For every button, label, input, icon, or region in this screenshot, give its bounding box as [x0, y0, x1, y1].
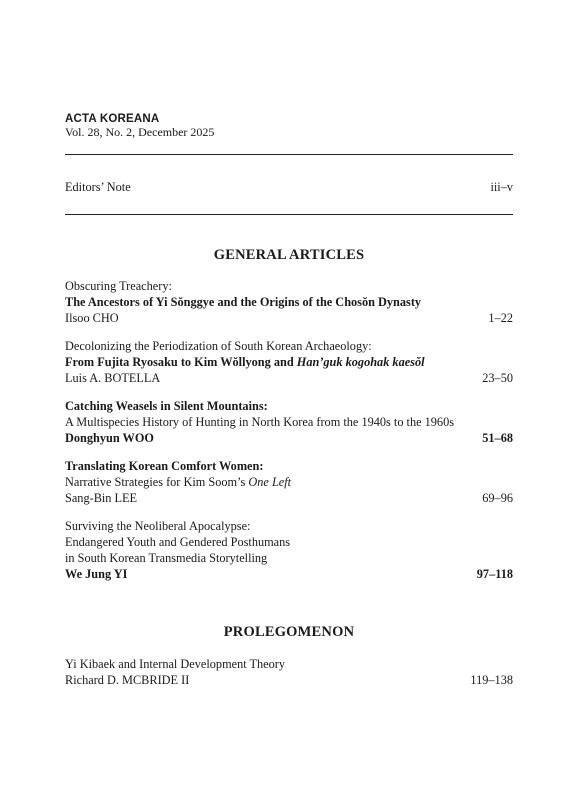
author-name: Sang-Bin LEE [65, 491, 138, 505]
article-subtitle[interactable]: Obscuring Treachery: [65, 279, 172, 293]
entry-pages: iii–v [490, 180, 513, 194]
toc-entry-author [65, 672, 513, 688]
issue-info: Vol. 28, No. 2, December 2025 [65, 125, 215, 139]
article-title[interactable] [65, 354, 513, 370]
article-title[interactable]: The Ancestors of Yi Sŏnggye and the Origins of the Chosŏn Dynasty [65, 295, 422, 309]
article-title[interactable]: Surviving the Neoliberal Apocalypse: [65, 519, 251, 533]
author-name: We Jung YI [65, 567, 128, 581]
section-heading-general-articles: GENERAL ARTICLES [213, 247, 365, 263]
entry-pages: 51–68 [482, 431, 513, 445]
article-title[interactable]: Catching Weasels in Silent Mountains: [65, 399, 268, 413]
toc-entry-author [65, 310, 513, 326]
toc-entry-editors-note[interactable] [65, 179, 513, 195]
author-name: Richard D. MCBRIDE II [65, 673, 190, 687]
article-title[interactable]: Translating Korean Comfort Women: [65, 459, 264, 473]
toc-entry-author [65, 566, 513, 582]
article-subtitle[interactable]: Decolonizing the Periodization of South Korean Archaeology: [65, 339, 372, 353]
author-name: Luis A. BOTELLA [65, 371, 161, 385]
section-heading-prolegomenon: PROLEGOMENON [223, 624, 355, 640]
toc-entry-author [65, 490, 513, 506]
article-subtitle-italic: One Left [248, 475, 292, 489]
article-title-italic: Han’guk kogohak kaesŏl [296, 355, 425, 369]
article-subtitle[interactable]: Endangered Youth and Gendered Posthumans [65, 535, 291, 549]
entry-pages: 69–96 [482, 491, 513, 505]
entry-pages: 119–138 [470, 673, 513, 687]
journal-title: ACTA KOREANA [65, 113, 160, 125]
entry-pages: 23–50 [482, 371, 513, 385]
entry-title: Editors’ Note [65, 180, 131, 194]
divider [65, 154, 513, 155]
article-subtitle[interactable]: in South Korean Transmedia Storytelling [65, 551, 268, 565]
table-of-contents-page [65, 0, 513, 801]
author-name: Donghyun WOO [65, 431, 154, 445]
article-subtitle[interactable]: A Multispecies History of Hunting in North Korea from the 1940s to the 1960s [65, 415, 455, 429]
divider [65, 214, 513, 215]
article-subtitle-text: Narrative Strategies for Kim Soom’s [65, 475, 249, 489]
entry-pages: 97–118 [476, 567, 513, 581]
toc-entry-author [65, 370, 513, 386]
article-title[interactable]: Yi Kibaek and Internal Development Theory [65, 657, 286, 671]
article-subtitle[interactable] [65, 474, 513, 490]
toc-entry-author [65, 430, 513, 446]
author-name: Ilsoo CHO [65, 311, 119, 325]
article-title-text: From Fujita Ryosaku to Kim Wŏllyong and [65, 355, 297, 369]
entry-pages: 1–22 [488, 311, 513, 325]
